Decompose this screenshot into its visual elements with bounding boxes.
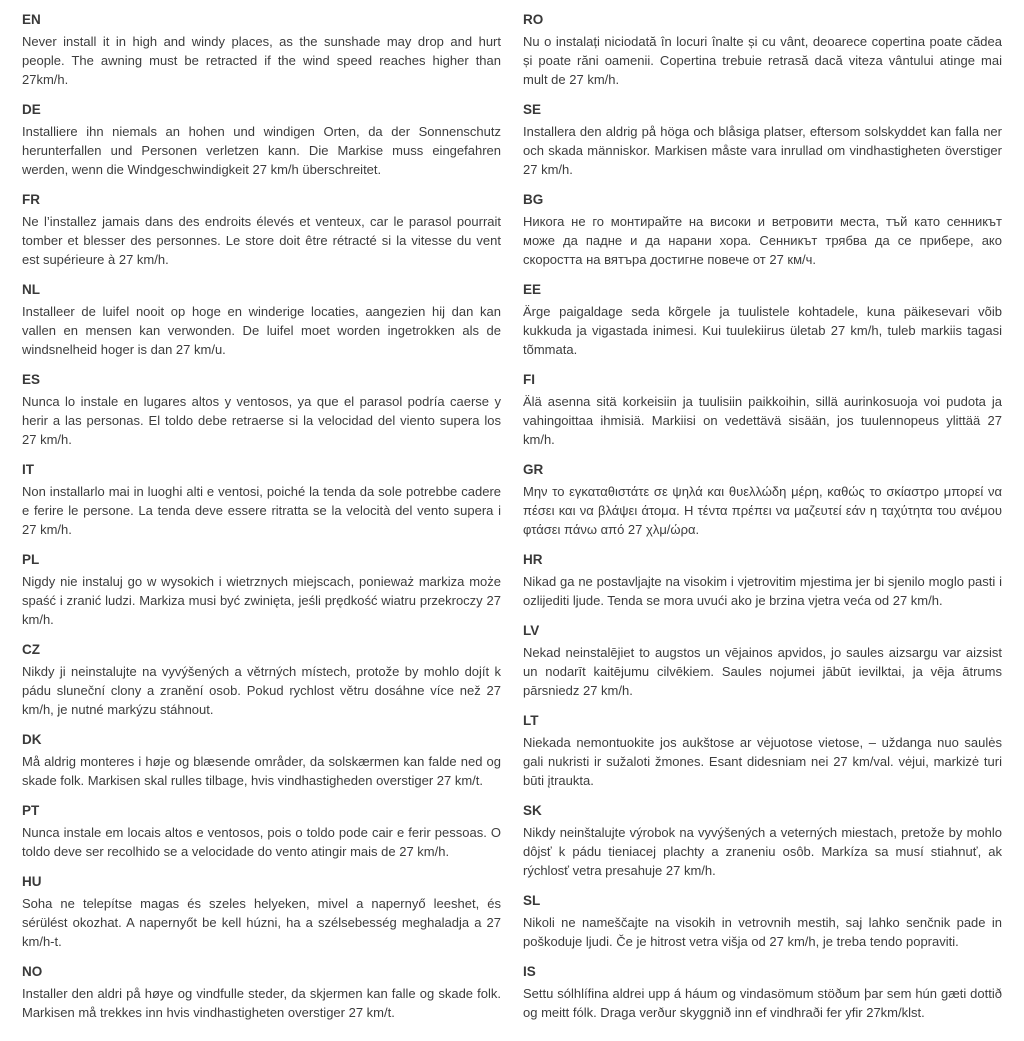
warning-section xyxy=(523,370,1002,449)
warning-text: Ärge paigaldage seda kõrgele ja tuulistele kohtadele, kuna päikesevari võib kukkuda ja vigastada inimesi. Kui tuulekiirus ületab 27 km/h, tuleb markiis tagasi tõmmata. xyxy=(523,304,1002,357)
language-code: RO xyxy=(523,12,544,27)
warning-section xyxy=(523,280,1002,359)
warning-section xyxy=(523,801,1002,880)
language-code: NL xyxy=(22,282,40,297)
language-code: HU xyxy=(22,874,42,889)
warning-text: Nunca instale em locais altos e ventosos, pois o toldo pode cair e ferir pessoas. O toldo deve ser recolhido se a velocidade do vento atingir mais de 27 km/h. xyxy=(22,825,501,859)
warning-text: Μην το εγκαταθιστάτε σε ψηλά και θυελλώδη μέρη, καθώς το σκίαστρο μπορεί να πέσει και να βλάψει άτομα. Η τέντα πρέπει να μαζευτεί εάν η ταχύτητα του ανέμου φτάσει πάνω από 27 χλμ/ώρα. xyxy=(523,484,1002,537)
warning-section xyxy=(523,621,1002,700)
warning-text: Никога не го монтирайте на високи и ветровити места, тъй като сенникът може да падне и да нарани хора. Сенникът трябва да се прибере, ако скоростта на вятъра достигне повече от 27 км/ч. xyxy=(523,214,1002,267)
warning-text: Nunca lo instale en lugares altos y ventosos, ya que el parasol podría caerse y herir a las personas. El toldo debe retraerse si la velocidad del viento supera los 27 km/h. xyxy=(22,394,501,447)
warning-section xyxy=(523,190,1002,269)
warning-section xyxy=(22,962,501,1022)
warning-section xyxy=(523,460,1002,539)
language-code: ES xyxy=(22,372,41,387)
language-code: PL xyxy=(22,552,40,567)
warning-text: Niekada nemontuokite jos aukštose ar vėjuotose vietose, – uždanga nuo saulės gali nukristi ir sužaloti žmones. Esant didesniam nei 27 km/val. vėjui, markizė turi būti įtraukta. xyxy=(523,735,1002,788)
warning-text: Soha ne telepítse magas és szeles helyeken, mivel a napernyő leeshet, és sérülést okozhat. A napernyőt be kell húzni, ha a szélsebesség meghaladja a 27 km/h-t. xyxy=(22,896,501,949)
warning-section xyxy=(523,100,1002,179)
language-code: FI xyxy=(523,372,535,387)
language-code: SL xyxy=(523,893,541,908)
language-code: DE xyxy=(22,102,41,117)
language-code: LT xyxy=(523,713,539,728)
warning-text: Installeer de luifel nooit op hoge en winderige locaties, aangezien hij dan kan vallen en mensen kan verwonden. De luifel moet worden ingetrokken als de windsnelheid hoger is dan 27 km/u. xyxy=(22,304,501,357)
language-code: LV xyxy=(523,623,540,638)
warning-section xyxy=(22,872,501,951)
warning-text: Installera den aldrig på höga och blåsiga platser, eftersom solskyddet kan falla ner och skada människor. Markisen måste vara inrullad om vindhastigheten överstiger 27 km/h. xyxy=(523,124,1002,177)
warning-text: Never install it in high and windy places, as the sunshade may drop and hurt people. The awning must be retracted if the wind speed reaches higher than 27km/h. xyxy=(22,34,501,87)
language-code: FR xyxy=(22,192,40,207)
warning-section xyxy=(22,190,501,269)
warning-section xyxy=(22,801,501,861)
warning-text: Älä asenna sitä korkeisiin ja tuulisiin paikkoihin, sillä aurinkosuoja voi pudota ja vahingoittaa ihmisiä. Markiisi on vedettävä sisään, jos tuulennopeus ylittää 27 km/h. xyxy=(523,394,1002,447)
warning-section xyxy=(22,730,501,790)
language-code: HR xyxy=(523,552,543,567)
warning-text: Må aldrig monteres i høje og blæsende områder, da solskærmen kan falde ned og skade folk. Markisen skal rulles tilbage, hvis vindhastigheden overstiger 27 km/t. xyxy=(22,754,501,788)
warning-section xyxy=(22,460,501,539)
language-code: BG xyxy=(523,192,544,207)
warning-section xyxy=(22,280,501,359)
warning-text: Nigdy nie instaluj go w wysokich i wietrznych miejscach, ponieważ markiza może spaść i zranić ludzi. Markiza musi być zwinięta, jeśli prędkość wiatru przekroczy 27 km/h. xyxy=(22,574,501,627)
language-code: SE xyxy=(523,102,542,117)
language-code: PT xyxy=(22,803,40,818)
language-code: SK xyxy=(523,803,542,818)
warning-section xyxy=(22,640,501,719)
warning-text: Nikoli ne nameščajte na visokih in vetrovnih mestih, saj lahko senčnik pade in poškoduje ljudi. Če je hitrost vetra višja od 27 km/h, je treba tendo popraviti. xyxy=(523,915,1002,949)
warning-section xyxy=(22,550,501,629)
warning-text: Nikad ga ne postavljajte na visokim i vjetrovitim mjestima jer bi sjenilo moglo pasti i ozlijediti ljude. Tenda se mora uvući ako je brzina vjetra veća od 27 km/h. xyxy=(523,574,1002,608)
warning-section xyxy=(523,711,1002,790)
warning-section xyxy=(523,962,1002,1022)
language-code: CZ xyxy=(22,642,40,657)
language-code: IS xyxy=(523,964,536,979)
warning-text: Installer den aldri på høye og vindfulle steder, da skjermen kan falle og skade folk. Markisen må trekkes inn hvis vindhastigheten overstiger 27 km/t. xyxy=(22,986,501,1020)
warning-section xyxy=(22,10,501,89)
warning-section xyxy=(22,370,501,449)
language-code: IT xyxy=(22,462,34,477)
warning-text: Nikdy neinštalujte výrobok na vyvýšených a veterných miestach, pretože by mohlo dôjsť k pádu tieniacej plachty a zraneniu osôb. Markíza sa musí stiahnuť, ak rýchlosť vetra presahuje 27 km/h. xyxy=(523,825,1002,878)
warning-text: Nu o instalați niciodată în locuri înalte și cu vânt, deoarece copertina poate cădea și poate răni oamenii. Copertina trebuie retrasă dacă viteza vântului atinge mai mult de 27 km/h. xyxy=(523,34,1002,87)
language-code: DK xyxy=(22,732,42,747)
warning-text: Settu sólhlífina aldrei upp á háum og vindasömum stöðum þar sem hún gæti dottið og meitt fólk. Draga verður skyggnið inn ef vindhraði fer yfir 27km/klst. xyxy=(523,986,1002,1020)
left-column xyxy=(22,10,501,1033)
language-code: NO xyxy=(22,964,43,979)
warning-section xyxy=(523,10,1002,89)
language-code: EN xyxy=(22,12,41,27)
language-code: GR xyxy=(523,462,544,477)
warning-text: Nikdy ji neinstalujte na vyvýšených a větrných místech, protože by mohlo dojít k pádu sluneční clony a zranění osob. Pokud rychlost větru dosáhne více než 27 km/h, je nutné markýzu stáhnout. xyxy=(22,664,501,717)
warning-section xyxy=(523,891,1002,951)
warning-section xyxy=(22,100,501,179)
warning-text: Installiere ihn niemals an hohen und windigen Orten, da der Sonnenschutz herunterfallen und Personen verletzen kann. Die Markise muss eingefahren werden, wenn die Windgeschwindigkeit 27 km/h überschreitet. xyxy=(22,124,501,177)
warning-text: Non installarlo mai in luoghi alti e ventosi, poiché la tenda da sole potrebbe cadere e ferire le persone. La tenda deve essere ritratta se la velocità del vento supera i 27 km/h. xyxy=(22,484,501,537)
language-code: EE xyxy=(523,282,542,297)
warning-text: Ne l’installez jamais dans des endroits élevés et venteux, car le parasol pourrait tomber et blesser des personnes. Le store doit être rétracté si la vitesse du vent est supérieure à 27 km/h. xyxy=(22,214,501,267)
warning-text: Nekad neinstalējiet to augstos un vējainos apvidos, jo saules aizsargu var aizsist un nodarīt kaitējumu cilvēkiem. Saules nojumei jābūt ievilktai, ja vēja ātrums pārsniedz 27 km/h. xyxy=(523,645,1002,698)
right-column xyxy=(523,10,1002,1033)
warning-section xyxy=(523,550,1002,610)
